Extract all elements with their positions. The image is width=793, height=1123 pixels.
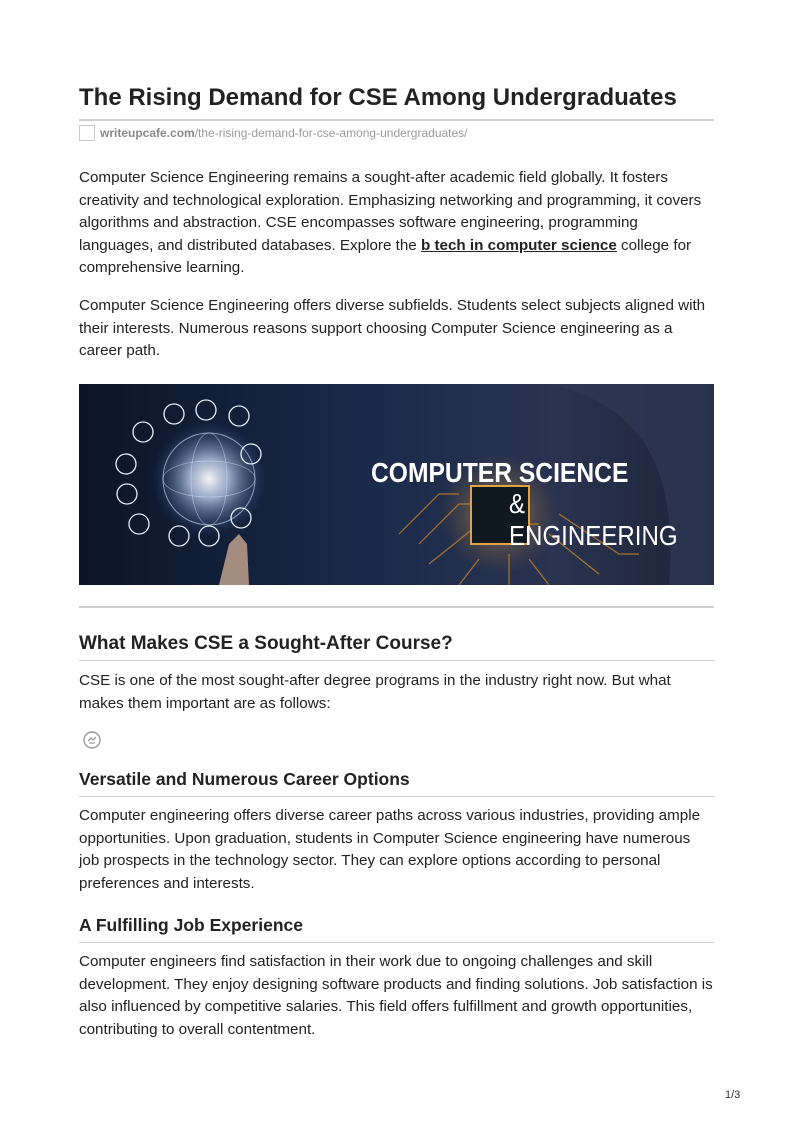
section-heading: What Makes CSE a Sought-After Course? xyxy=(79,633,453,654)
subheading-job-experience: A Fulfilling Job Experience xyxy=(79,915,303,935)
cse-intro-paragraph: CSE is one of the most sought-after degree programs in the industry right now. But what makes them important are as follows: xyxy=(79,672,671,712)
source-line xyxy=(79,124,468,142)
job-experience-paragraph: Computer engineers find satisfaction in their work due to ongoing challenges and skill development. They enjoy designing software products and finding solutions. Job satisfaction is also influenced by competitive salaries. This field offers fulfillment and growth opportunities, contributing to overall contentment. xyxy=(79,953,713,1038)
page-number: 1/3 xyxy=(725,1089,741,1101)
hero-image xyxy=(79,384,714,585)
subheading-career-options: Versatile and Numerous Career Options xyxy=(79,769,410,789)
intro-paragraph: Computer Science Engineering remains a sought-after academic field globally. It fosters creativity and technological exploration. Emphasizing networking and programming, it covers algorithms and abstraction. CSE encompasses software engineering, programming languages, and distributed databases. Explore the b tech in computer science college for comprehensive learning. xyxy=(79,169,702,276)
subheading-underline-1 xyxy=(79,796,714,797)
favicon-icon xyxy=(79,125,95,141)
subheading-underline-2 xyxy=(79,942,714,943)
subfields-paragraph: Computer Science Engineering offers diverse subfields. Students select subjects aligned with their interests. Numerous reasons support choosing Computer Science engineering as a career path. xyxy=(79,297,706,359)
broken-image-icon xyxy=(83,731,101,749)
title-divider xyxy=(79,119,714,121)
hero-line-1: COMPUTER SCIENCE xyxy=(371,457,629,488)
section-divider xyxy=(79,606,714,608)
btech-cs-link[interactable]: b tech in computer science xyxy=(420,236,617,254)
hero-line-2: & ENGINEERING xyxy=(509,488,678,551)
career-options-paragraph: Computer engineering offers diverse career paths across various industries, providing ample opportunities. Upon graduation, students in Computer Science engineering have numerous job prospects in the technology sector. They can explore options according to personal preferences and interests. xyxy=(79,807,701,892)
hero-caption xyxy=(371,458,714,552)
section-heading-underline xyxy=(79,660,714,661)
source-url[interactable]: writeupcafe.com/the-rising-demand-for-cse-among-undergraduates/ xyxy=(100,126,468,140)
article-title: The Rising Demand for CSE Among Undergraduates xyxy=(79,84,677,111)
